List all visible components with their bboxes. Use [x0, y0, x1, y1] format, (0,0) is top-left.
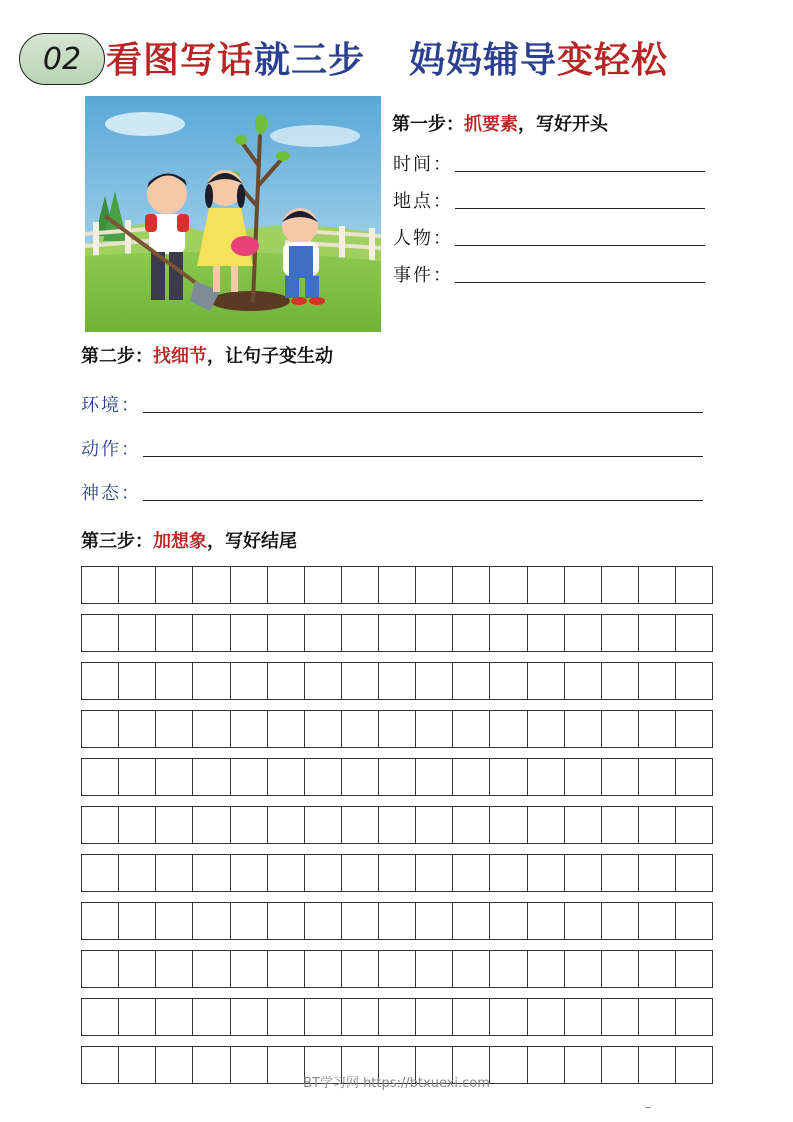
grid-cell[interactable]: [379, 663, 416, 699]
grid-cell[interactable]: [268, 567, 305, 603]
grid-cell[interactable]: [193, 855, 230, 891]
write-line[interactable]: [455, 207, 705, 209]
grid-cell[interactable]: [305, 759, 342, 795]
grid-cell[interactable]: [453, 615, 490, 651]
grid-cell[interactable]: [453, 663, 490, 699]
grid-cell[interactable]: [379, 615, 416, 651]
grid-cell[interactable]: [528, 711, 565, 747]
grid-cell[interactable]: [490, 951, 527, 987]
grid-cell[interactable]: [416, 855, 453, 891]
grid-cell[interactable]: [490, 567, 527, 603]
grid-cell[interactable]: [602, 759, 639, 795]
grid-cell[interactable]: [379, 999, 416, 1035]
field-label: 神态：: [81, 483, 141, 504]
grid-cell[interactable]: [602, 615, 639, 651]
grid-cell[interactable]: [82, 903, 119, 939]
grid-cell[interactable]: [528, 567, 565, 603]
watermark: BT学习网 https://btxuexi.com: [303, 1076, 490, 1091]
grid-cell[interactable]: [231, 999, 268, 1035]
grid-cell[interactable]: [639, 615, 676, 651]
grid-cell[interactable]: [305, 855, 342, 891]
grid-cell[interactable]: [528, 807, 565, 843]
grid-cell[interactable]: [156, 759, 193, 795]
step3-prefix: 第三步：: [81, 531, 153, 552]
grid-row: [81, 806, 713, 844]
grid-cell[interactable]: [268, 999, 305, 1035]
grid-cell[interactable]: [342, 807, 379, 843]
grid-cell[interactable]: [453, 903, 490, 939]
grid-cell[interactable]: [156, 663, 193, 699]
grid-cell[interactable]: [676, 615, 712, 651]
grid-cell[interactable]: [379, 951, 416, 987]
grid-cell[interactable]: [416, 759, 453, 795]
title-part-2: 就三步: [254, 40, 366, 81]
grid-cell[interactable]: [639, 807, 676, 843]
grid-cell[interactable]: [565, 567, 602, 603]
grid-cell[interactable]: [379, 855, 416, 891]
grid-cell[interactable]: [602, 999, 639, 1035]
grid-cell[interactable]: [231, 951, 268, 987]
grid-cell[interactable]: [416, 615, 453, 651]
grid-row: [81, 998, 713, 1036]
grid-cell[interactable]: [305, 567, 342, 603]
grid-cell[interactable]: [528, 951, 565, 987]
grid-cell[interactable]: [565, 855, 602, 891]
grid-cell[interactable]: [602, 807, 639, 843]
grid-cell[interactable]: [231, 759, 268, 795]
step1-highlight: 抓要素: [464, 114, 518, 135]
grid-cell[interactable]: [231, 807, 268, 843]
grid-cell[interactable]: [528, 759, 565, 795]
grid-cell[interactable]: [639, 663, 676, 699]
grid-cell[interactable]: [231, 855, 268, 891]
grid-cell[interactable]: [602, 855, 639, 891]
grid-cell[interactable]: [453, 855, 490, 891]
grid-cell[interactable]: [416, 951, 453, 987]
grid-row: [81, 662, 713, 700]
grid-cell[interactable]: [453, 567, 490, 603]
grid-cell[interactable]: [602, 567, 639, 603]
grid-row: [81, 758, 713, 796]
grid-cell[interactable]: [602, 663, 639, 699]
step1-prefix: 第一步：: [392, 114, 464, 135]
grid-cell[interactable]: [119, 903, 156, 939]
grid-cell[interactable]: [119, 999, 156, 1035]
grid-cell[interactable]: [379, 567, 416, 603]
grid-cell[interactable]: [639, 759, 676, 795]
grid-cell[interactable]: [342, 615, 379, 651]
grid-cell[interactable]: [453, 807, 490, 843]
grid-row: [81, 902, 713, 940]
grid-cell[interactable]: [528, 615, 565, 651]
grid-cell[interactable]: [639, 711, 676, 747]
grid-cell[interactable]: [676, 999, 712, 1035]
grid-cell[interactable]: [676, 663, 712, 699]
step2-field-action: [81, 435, 703, 461]
step2-suffix: ，让句子变生动: [207, 346, 333, 367]
grid-cell[interactable]: [82, 615, 119, 651]
grid-cell[interactable]: [676, 903, 712, 939]
grid-cell[interactable]: [416, 999, 453, 1035]
grid-cell[interactable]: [676, 951, 712, 987]
grid-cell[interactable]: [305, 807, 342, 843]
grid-cell[interactable]: [193, 663, 230, 699]
grid-row: [81, 614, 713, 652]
step1-field-place: [393, 187, 705, 213]
step1-field-people: [393, 224, 705, 250]
title-part-4: 变轻松: [557, 40, 669, 81]
grid-cell[interactable]: [490, 663, 527, 699]
grid-cell[interactable]: [639, 903, 676, 939]
grid-cell[interactable]: [490, 711, 527, 747]
step2-prefix: 第二步：: [81, 346, 153, 367]
grid-cell[interactable]: [676, 807, 712, 843]
grid-row: [81, 950, 713, 988]
grid-cell[interactable]: [602, 951, 639, 987]
grid-cell[interactable]: [490, 855, 527, 891]
grid-cell[interactable]: [119, 807, 156, 843]
write-line[interactable]: [455, 244, 705, 246]
grid-cell[interactable]: [82, 759, 119, 795]
grid-cell[interactable]: [453, 999, 490, 1035]
grid-row: [81, 854, 713, 892]
grid-row: [81, 566, 713, 604]
write-line[interactable]: [455, 170, 705, 172]
field-label: 动作：: [81, 439, 141, 460]
write-line[interactable]: [143, 411, 703, 413]
grid-cell[interactable]: [490, 759, 527, 795]
grid-cell[interactable]: [528, 999, 565, 1035]
grid-cell[interactable]: [193, 999, 230, 1035]
grid-cell[interactable]: [156, 903, 193, 939]
grid-cell[interactable]: [528, 903, 565, 939]
write-line[interactable]: [455, 281, 705, 283]
grid-cell[interactable]: [639, 999, 676, 1035]
grid-cell[interactable]: [82, 951, 119, 987]
grid-cell[interactable]: [82, 999, 119, 1035]
grid-cell[interactable]: [490, 903, 527, 939]
grid-cell[interactable]: [416, 567, 453, 603]
grid-cell[interactable]: [305, 711, 342, 747]
grid-cell[interactable]: [676, 855, 712, 891]
grid-cell[interactable]: [342, 663, 379, 699]
grid-cell[interactable]: [119, 615, 156, 651]
grid-cell[interactable]: [453, 759, 490, 795]
grid-cell[interactable]: [231, 567, 268, 603]
section-number: 02: [42, 41, 82, 77]
grid-cell[interactable]: [231, 711, 268, 747]
grid-cell[interactable]: [156, 807, 193, 843]
grid-cell[interactable]: [305, 999, 342, 1035]
footer-mark: –: [645, 1100, 651, 1114]
grid-cell[interactable]: [82, 567, 119, 603]
field-label: 事件：: [393, 265, 453, 286]
grid-cell[interactable]: [119, 567, 156, 603]
grid-cell[interactable]: [193, 711, 230, 747]
grid-cell[interactable]: [156, 567, 193, 603]
grid-cell[interactable]: [156, 615, 193, 651]
grid-cell[interactable]: [82, 855, 119, 891]
field-label: 人物：: [393, 228, 453, 249]
grid-cell[interactable]: [82, 807, 119, 843]
grid-cell[interactable]: [453, 951, 490, 987]
grid-cell[interactable]: [268, 759, 305, 795]
step2-heading: [81, 345, 333, 369]
grid-cell[interactable]: [119, 663, 156, 699]
grid-cell[interactable]: [565, 663, 602, 699]
grid-cell[interactable]: [342, 855, 379, 891]
grid-cell[interactable]: [193, 615, 230, 651]
grid-cell[interactable]: [565, 807, 602, 843]
grid-cell[interactable]: [305, 615, 342, 651]
grid-cell[interactable]: [379, 903, 416, 939]
grid-cell[interactable]: [342, 903, 379, 939]
grid-cell[interactable]: [119, 951, 156, 987]
field-label: 地点：: [393, 191, 453, 212]
step2-field-expression: [81, 479, 703, 505]
grid-cell[interactable]: [416, 663, 453, 699]
step2-field-environment: [81, 391, 703, 417]
grid-cell[interactable]: [416, 807, 453, 843]
grid-cell[interactable]: [305, 903, 342, 939]
step2-highlight: 找细节: [153, 346, 207, 367]
grid-cell[interactable]: [379, 711, 416, 747]
writing-grid: [81, 566, 713, 1082]
grid-cell[interactable]: [490, 999, 527, 1035]
grid-cell[interactable]: [565, 999, 602, 1035]
grid-cell[interactable]: [156, 951, 193, 987]
grid-cell[interactable]: [639, 855, 676, 891]
page-title: [106, 38, 668, 84]
grid-cell[interactable]: [305, 951, 342, 987]
grid-cell[interactable]: [416, 903, 453, 939]
grid-cell[interactable]: [119, 711, 156, 747]
grid-cell[interactable]: [268, 711, 305, 747]
step1-field-event: [393, 261, 705, 287]
field-label: 环境：: [81, 395, 141, 416]
step1-field-time: [393, 150, 705, 176]
step1-suffix: ，写好开头: [518, 114, 608, 135]
grid-cell[interactable]: [82, 663, 119, 699]
grid-cell[interactable]: [193, 807, 230, 843]
grid-cell[interactable]: [119, 759, 156, 795]
grid-cell[interactable]: [342, 951, 379, 987]
section-number-badge: [19, 33, 105, 85]
step3-heading: [81, 530, 297, 554]
grid-cell[interactable]: [193, 951, 230, 987]
grid-cell[interactable]: [342, 711, 379, 747]
grid-cell[interactable]: [268, 615, 305, 651]
grid-cell[interactable]: [342, 567, 379, 603]
grid-cell[interactable]: [82, 711, 119, 747]
step3-suffix: ，写好结尾: [207, 531, 297, 552]
grid-cell[interactable]: [490, 615, 527, 651]
grid-cell[interactable]: [379, 807, 416, 843]
grid-cell[interactable]: [676, 759, 712, 795]
grid-cell[interactable]: [305, 663, 342, 699]
grid-cell[interactable]: [156, 999, 193, 1035]
grid-cell[interactable]: [565, 903, 602, 939]
grid-cell[interactable]: [528, 663, 565, 699]
grid-cell[interactable]: [156, 711, 193, 747]
grid-cell[interactable]: [193, 759, 230, 795]
grid-cell[interactable]: [676, 711, 712, 747]
write-line[interactable]: [143, 499, 703, 501]
grid-cell[interactable]: [268, 807, 305, 843]
field-label: 时间：: [393, 154, 453, 175]
grid-cell[interactable]: [565, 711, 602, 747]
illustration-kids-planting-tree: [85, 96, 381, 332]
grid-cell[interactable]: [193, 903, 230, 939]
grid-cell[interactable]: [453, 711, 490, 747]
grid-cell[interactable]: [119, 855, 156, 891]
grid-cell[interactable]: [676, 567, 712, 603]
grid-cell[interactable]: [268, 663, 305, 699]
grid-cell[interactable]: [602, 711, 639, 747]
grid-cell[interactable]: [231, 615, 268, 651]
grid-cell[interactable]: [490, 807, 527, 843]
title-part-1: 看图写话: [106, 40, 255, 81]
grid-cell[interactable]: [268, 951, 305, 987]
grid-cell[interactable]: [528, 855, 565, 891]
grid-cell[interactable]: [193, 567, 230, 603]
grid-cell[interactable]: [231, 663, 268, 699]
title-part-3: 妈妈辅导: [409, 40, 558, 81]
grid-cell[interactable]: [639, 951, 676, 987]
grid-cell[interactable]: [268, 903, 305, 939]
grid-row: [81, 710, 713, 748]
grid-cell[interactable]: [416, 711, 453, 747]
grid-cell[interactable]: [231, 903, 268, 939]
grid-cell[interactable]: [156, 855, 193, 891]
grid-cell[interactable]: [565, 615, 602, 651]
grid-cell[interactable]: [602, 903, 639, 939]
grid-cell[interactable]: [379, 759, 416, 795]
grid-cell[interactable]: [565, 951, 602, 987]
step3-highlight: 加想象: [153, 531, 207, 552]
grid-cell[interactable]: [268, 855, 305, 891]
write-line[interactable]: [143, 455, 703, 457]
grid-cell[interactable]: [342, 999, 379, 1035]
step1-heading: [392, 113, 608, 137]
grid-cell[interactable]: [639, 567, 676, 603]
grid-cell[interactable]: [342, 759, 379, 795]
grid-cell[interactable]: [565, 759, 602, 795]
